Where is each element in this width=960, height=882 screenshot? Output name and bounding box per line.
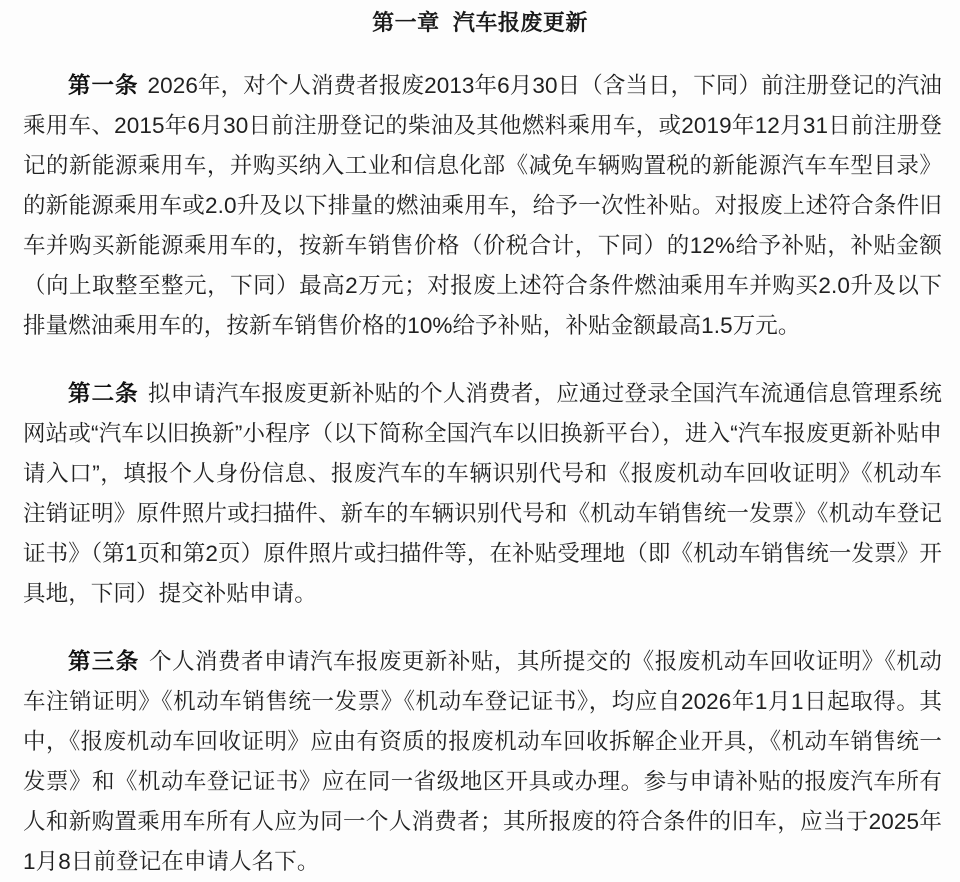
article-label-2: 第二条 [68, 381, 139, 406]
article-paragraph-2 [23, 374, 942, 614]
article-text-1: 2026年，对个人消费者报废2013年6月30日（含当日，下同）前注册登记的汽油乘用车、2015年6月30日前注册登记的柴油及其他燃料乘用车，或2019年12月31日前注册登记的新能源乘用车，并购买纳入工业和信息化部《减免车辆购置税的新能源汽车车型目录》的新能源乘用车或2.0升及以下排量的燃油乘用车，给予一次性补贴。对报废上述符合条件旧车并购买新能源乘用车的，按新车销售价格（价税合计，下同）的12%给予补贴，补贴金额（向上取整至整元，下同）最高2万元；对报废上述符合条件燃油乘用车并购买2.0升及以下排量燃油乘用车的，按新车销售价格的10%给予补贴，补贴金额最高1.5万元。 [23, 73, 942, 338]
page-title: 第一章 汽车报废更新 [372, 10, 588, 35]
document-body [0, 38, 960, 882]
article-label-3: 第三条 [68, 649, 140, 674]
article-label-1: 第一条 [68, 73, 139, 98]
article-text-2: 拟申请汽车报废更新补贴的个人消费者，应通过登录全国汽车流通信息管理系统网站或“汽车以旧换新”小程序（以下简称全国汽车以旧换新平台），进入“汽车报废更新补贴申请入口”，填报个人身份信息、报废汽车的车辆识别代号和《报废机动车回收证明》《机动车注销证明》原件照片或扫描件、新车的车辆识别代号和《机动车销售统一发票》《机动车登记证书》（第1页和第2页）原件照片或扫描件等，在补贴受理地（即《机动车销售统一发票》开具地，下同）提交补贴申请。 [23, 381, 942, 606]
article-paragraph-1 [23, 66, 942, 346]
article-paragraph-3 [23, 642, 942, 882]
article-text-3: 个人消费者申请汽车报废更新补贴，其所提交的《报废机动车回收证明》《机动车注销证明》《机动车销售统一发票》《机动车登记证书》，均应自2026年1月1日起取得。其中，《报废机动车回收证明》应由有资质的报废机动车回收拆解企业开具，《机动车销售统一发票》和《机动车登记证书》应在同一省级地区开具或办理。参与申请补贴的报废汽车所有人和新购置乘用车所有人应为同一个人消费者；其所报废的符合条件的旧车，应当于2025年1月8日前登记在申请人名下。 [23, 649, 942, 874]
